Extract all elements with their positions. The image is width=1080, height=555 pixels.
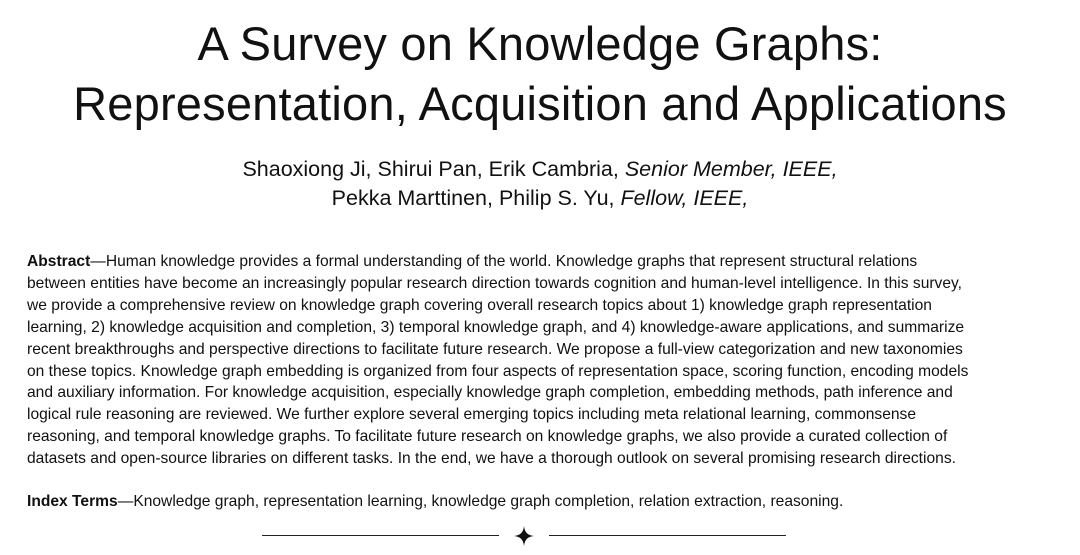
section-separator [262, 524, 786, 548]
author-list [0, 155, 1080, 213]
abstract-line: learning, 2) knowledge acquisition and completion, 3) temporal knowledge graph, and 4) knowledge-aware applications, and summarize [27, 318, 965, 336]
abstract-line: between entities have become an increasingly popular research direction towards cognition and human-level intelligence. In this survey, [27, 274, 963, 292]
index-terms [27, 491, 1053, 513]
separator-rule-left [262, 535, 499, 536]
abstract-line-text: —Human knowledge provides a formal understanding of the world. Knowledge graphs that represent structural relations [90, 253, 918, 270]
index-terms-text: —Knowledge graph, representation learning, knowledge graph completion, relation extraction, reasoning. [117, 493, 844, 510]
paper-title [0, 14, 1080, 134]
author-role-2: Fellow, IEEE, [620, 186, 749, 210]
abstract-line [27, 251, 1053, 273]
index-terms-heading: Index Terms [27, 493, 118, 510]
author-line-2 [0, 184, 1080, 213]
abstract [27, 251, 1053, 470]
four-point-star-icon [512, 524, 536, 548]
author-role-1: Senior Member, IEEE, [624, 157, 838, 181]
author-names-1: Shaoxiong Ji, Shirui Pan, Erik Cambria, [242, 157, 625, 181]
abstract-line: and auxiliary information. For knowledge acquisition, especially knowledge graph completion, embedding methods, path inference and [27, 384, 953, 402]
abstract-line: on these topics. Knowledge graph embedding is organized from four aspects of representation space, scoring function, encoding models [27, 362, 969, 380]
title-line-1: A Survey on Knowledge Graphs: [197, 17, 883, 70]
author-line-1 [0, 155, 1080, 184]
abstract-line: datasets and open-source libraries on different tasks. In the end, we have a thorough outlook on several promising research directions. [27, 450, 956, 468]
abstract-heading: Abstract [27, 253, 91, 270]
title-line-2: Representation, Acquisition and Applications [73, 77, 1007, 130]
author-names-2: Pekka Marttinen, Philip S. Yu, [331, 186, 621, 210]
abstract-line: recent breakthroughs and perspective directions to facilitate future research. We propose a full-view categorization and new taxonomies [27, 340, 963, 358]
abstract-line: we provide a comprehensive review on knowledge graph covering overall research topics about 1) knowledge graph representation [27, 296, 932, 314]
abstract-line: logical rule reasoning are reviewed. We further explore several emerging topics including meta relational learning, commonsense [27, 406, 917, 424]
separator-rule-right [549, 535, 786, 536]
abstract-line: reasoning, and temporal knowledge graphs. To facilitate future research on knowledge graphs, we also provide a curated collection of [27, 428, 948, 446]
